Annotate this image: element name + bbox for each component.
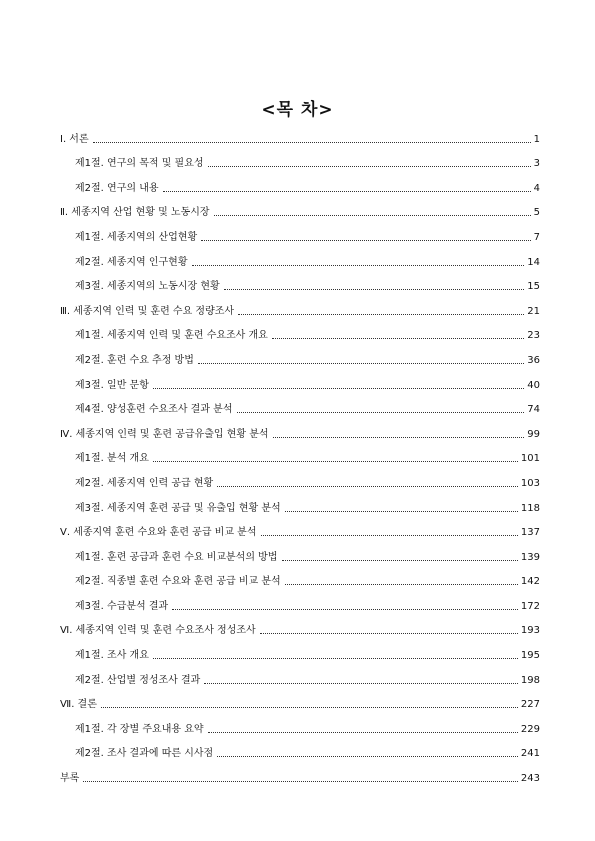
dot-leader <box>285 584 518 585</box>
dot-leader <box>208 732 518 733</box>
dot-leader <box>273 437 525 438</box>
toc-entry-page-number: 3 <box>533 158 540 170</box>
toc-entry-page-number: 103 <box>520 477 540 489</box>
toc-chapter-entry[interactable] <box>0 195 595 220</box>
dot-leader <box>204 683 518 684</box>
toc-entry-label: Ⅶ. 결론 <box>60 699 97 711</box>
toc-entry-label: 제1절. 세종지역의 산업현황 <box>75 231 198 243</box>
toc-entry-label: 제1절. 각 장별 주요내용 요약 <box>75 723 204 735</box>
toc-entry-label: 제2절. 조사 결과에 따른 시사점 <box>75 748 214 760</box>
toc-section-entry[interactable] <box>0 588 595 613</box>
toc-entry-page-number: 195 <box>520 650 540 662</box>
toc-chapter-entry[interactable] <box>0 687 595 712</box>
toc-section-entry[interactable] <box>0 637 595 662</box>
dot-leader <box>83 781 518 782</box>
toc-entry-label: 제3절. 수급분석 결과 <box>75 600 169 612</box>
toc-entry-label: Ⅳ. 세종지역 인력 및 훈련 공급유출입 현황 분석 <box>60 428 269 440</box>
toc-section-entry[interactable] <box>0 662 595 687</box>
toc-entry-page-number: 229 <box>520 723 540 735</box>
dot-leader <box>153 658 518 659</box>
toc-section-entry[interactable] <box>0 711 595 736</box>
dot-leader <box>285 511 518 512</box>
toc-entry-page-number: 227 <box>520 699 540 711</box>
toc-entry-label: 제2절. 세종지역 인력 공급 현황 <box>75 477 214 489</box>
toc-section-entry[interactable] <box>0 146 595 171</box>
toc-entry-label: 제4절. 양성훈련 수요조사 결과 분석 <box>75 404 233 416</box>
dot-leader <box>217 756 518 757</box>
toc-entry-page-number: 23 <box>527 330 540 342</box>
toc-entry-page-number: 5 <box>533 207 540 219</box>
toc-entry-page-number: 14 <box>527 256 540 268</box>
dot-leader <box>201 240 530 241</box>
dot-leader <box>101 707 518 708</box>
dot-leader <box>198 363 524 364</box>
toc-entry-label: 제2절. 직종별 훈련 수요와 훈련 공급 비교 분석 <box>75 576 281 588</box>
toc-entry-page-number: 74 <box>527 404 540 416</box>
toc-entry-page-number: 7 <box>533 231 540 243</box>
toc-entry-label: 제3절. 세종지역의 노동시장 현황 <box>75 281 220 293</box>
dot-leader <box>261 535 518 536</box>
toc-entry-page-number: 142 <box>520 576 540 588</box>
toc-entry-label: 제1절. 연구의 목적 및 필요성 <box>75 158 204 170</box>
toc-entry-label: 제2절. 산업별 정성조사 결과 <box>75 674 201 686</box>
dot-leader <box>238 314 524 315</box>
toc-section-entry[interactable] <box>0 269 595 294</box>
toc-section-entry[interactable] <box>0 564 595 589</box>
toc-chapter-entry[interactable] <box>0 760 595 785</box>
page-title: <목 차> <box>261 100 334 120</box>
toc-chapter-entry[interactable] <box>0 613 595 638</box>
dot-leader <box>217 486 518 487</box>
toc-section-entry[interactable] <box>0 441 595 466</box>
toc-entry-label: 제2절. 훈련 수요 추정 방법 <box>75 354 194 366</box>
dot-leader <box>208 166 531 167</box>
toc-chapter-entry[interactable] <box>0 293 595 318</box>
toc-section-entry[interactable] <box>0 539 595 564</box>
toc-section-entry[interactable] <box>0 318 595 343</box>
toc-entry-label: 제3절. 일반 문항 <box>75 379 149 391</box>
dot-leader <box>93 142 531 143</box>
toc-section-entry[interactable] <box>0 465 595 490</box>
toc-section-entry[interactable] <box>0 392 595 417</box>
dot-leader <box>163 191 531 192</box>
dot-leader <box>260 633 518 634</box>
table-of-contents <box>0 121 595 785</box>
toc-entry-page-number: 99 <box>527 428 540 440</box>
toc-entry-label: Ⅲ. 세종지역 인력 및 훈련 수요 정량조사 <box>60 305 235 317</box>
toc-entry-label: Ⅵ. 세종지역 인력 및 훈련 수요조사 정성조사 <box>60 625 256 637</box>
toc-chapter-entry[interactable] <box>0 515 595 540</box>
toc-chapter-entry[interactable] <box>0 416 595 441</box>
toc-entry-page-number: 36 <box>527 354 540 366</box>
toc-entry-page-number: 40 <box>527 379 540 391</box>
toc-entry-label: 제1절. 분석 개요 <box>75 453 149 465</box>
dot-leader <box>282 560 518 561</box>
toc-entry-label: 제2절. 세종지역 인구현황 <box>75 256 188 268</box>
toc-entry-label: 제1절. 훈련 공급과 훈련 수요 비교분석의 방법 <box>75 551 278 563</box>
toc-section-entry[interactable] <box>0 219 595 244</box>
toc-entry-page-number: 15 <box>527 281 540 293</box>
toc-section-entry[interactable] <box>0 736 595 761</box>
toc-section-entry[interactable] <box>0 490 595 515</box>
dot-leader <box>192 265 525 266</box>
toc-entry-label: 제1절. 조사 개요 <box>75 650 149 662</box>
toc-section-entry[interactable] <box>0 367 595 392</box>
toc-entry-page-number: 21 <box>527 305 540 317</box>
dot-leader <box>172 609 518 610</box>
toc-chapter-entry[interactable] <box>0 121 595 146</box>
dot-leader <box>237 412 525 413</box>
toc-entry-label: 제3절. 세종지역 훈련 공급 및 유출입 현황 분석 <box>75 502 281 514</box>
toc-entry-page-number: 172 <box>520 600 540 612</box>
toc-entry-label: 제2절. 연구의 내용 <box>75 182 159 194</box>
toc-entry-page-number: 137 <box>520 527 540 539</box>
dot-leader <box>214 215 531 216</box>
dot-leader <box>153 388 524 389</box>
dot-leader <box>153 461 518 462</box>
dot-leader <box>224 289 525 290</box>
toc-entry-page-number: 198 <box>520 674 540 686</box>
toc-entry-page-number: 139 <box>520 551 540 563</box>
toc-entry-page-number: 243 <box>520 773 540 785</box>
toc-entry-page-number: 4 <box>533 182 540 194</box>
toc-section-entry[interactable] <box>0 342 595 367</box>
toc-entry-page-number: 118 <box>520 502 540 514</box>
toc-entry-page-number: 193 <box>520 625 540 637</box>
toc-entry-label: Ⅴ. 세종지역 훈련 수요와 훈련 공급 비교 분석 <box>60 527 257 539</box>
toc-entry-page-number: 1 <box>533 133 540 145</box>
dot-leader <box>272 338 524 339</box>
toc-section-entry[interactable] <box>0 244 595 269</box>
toc-entry-page-number: 241 <box>520 748 540 760</box>
toc-entry-page-number: 101 <box>520 453 540 465</box>
toc-entry-label: 부록 <box>60 773 80 785</box>
toc-entry-label: 제1절. 세종지역 인력 및 훈련 수요조사 개요 <box>75 330 268 342</box>
toc-section-entry[interactable] <box>0 170 595 195</box>
toc-entry-label: Ⅰ. 서론 <box>60 133 89 145</box>
toc-entry-label: Ⅱ. 세종지역 산업 현황 및 노동시장 <box>60 207 210 219</box>
